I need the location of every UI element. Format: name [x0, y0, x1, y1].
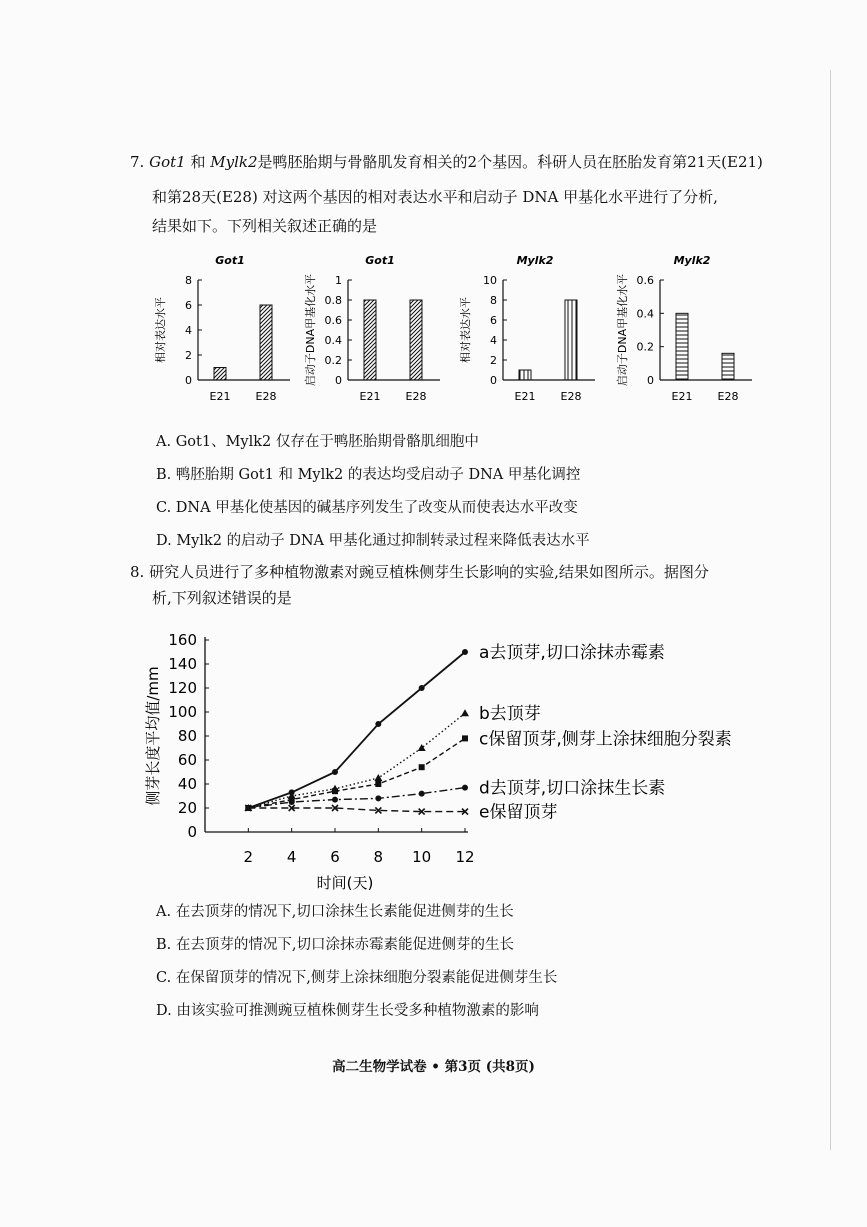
data-point: [419, 791, 425, 797]
legend-label-e: e保留顶芽: [479, 802, 558, 823]
y-tick-label: 0.4: [324, 334, 342, 347]
data-point: [375, 795, 381, 801]
question-7-option-c[interactable]: [156, 496, 578, 517]
x-tick-label: 8: [373, 848, 384, 866]
page-footer: 高二生物学试卷 • 第3页 (共8页): [332, 1059, 535, 1075]
y-tick-label: 0.2: [324, 354, 342, 367]
question-8-option-d[interactable]: [156, 999, 539, 1020]
bar-e21: [364, 300, 376, 380]
y-tick-label: 6: [490, 314, 497, 327]
x-tick-label: E21: [671, 390, 693, 403]
option-label: C.: [156, 500, 172, 516]
stem-text: 是鸭胚胎期与骨骼肌发育相关的2个基因。科研人员在胚胎发育第21天(E21): [257, 153, 763, 171]
option-label: D.: [156, 533, 172, 549]
y-tick-label: 0.6: [636, 274, 654, 287]
y-tick-label: 0.4: [636, 307, 654, 321]
y-tick-label: 2: [185, 349, 192, 362]
data-point: [332, 788, 338, 794]
chart-title: Mylk2: [516, 254, 554, 267]
y-tick-label: 0.2: [636, 340, 654, 354]
y-tick-label: 140: [168, 655, 197, 673]
series-line-d: [248, 788, 465, 808]
option-text: 在保留顶芽的情况下,侧芽上涂抹细胞分裂素能促进侧芽生长: [175, 970, 558, 986]
bar-e28: [565, 300, 577, 380]
page-edge-line: [830, 70, 831, 1150]
line-chart-lateral-bud: [140, 625, 780, 894]
option-text: DNA 甲基化使基因的碱基序列发生了改变从而使表达水平改变: [175, 500, 578, 516]
y-tick-label: 160: [168, 631, 197, 649]
y-tick-label: 4: [490, 334, 497, 347]
y-tick-label: 1: [335, 274, 342, 287]
option-label: C.: [156, 970, 172, 986]
y-axis-label: 侧芽长度平均值/mm: [144, 666, 162, 806]
question-7-option-a[interactable]: [156, 430, 479, 451]
y-tick-label: 0: [185, 374, 192, 387]
bar-e28: [722, 353, 734, 380]
y-tick-label: 40: [177, 775, 197, 793]
data-point: [375, 781, 381, 787]
y-tick-label: 80: [177, 727, 197, 745]
option-label: A.: [156, 434, 172, 450]
data-point: [332, 797, 338, 803]
option-text: Mylk2 的启动子 DNA 甲基化通过抑制转录过程来降低表达水平: [176, 533, 590, 549]
bar-e21: [676, 313, 688, 380]
x-axis-label: 时间(天): [316, 874, 374, 892]
y-tick-label: 8: [490, 294, 497, 307]
question-7-stem: [130, 148, 763, 176]
legend-label-c: c保留顶芽,侧芽上涂抹细胞分裂素: [479, 729, 732, 750]
series-line-a: [248, 652, 465, 808]
x-tick-label: 2: [243, 848, 254, 866]
option-text: 在去顶芽的情况下,切口涂抹生长素能促进侧芽的生长: [175, 904, 514, 920]
y-tick-label: 100: [168, 703, 197, 721]
x-tick-label: 6: [330, 848, 340, 866]
y-tick-label: 10: [483, 274, 497, 287]
legend-label-b: b去顶芽: [479, 704, 541, 725]
bar-chart-got1-expression: [150, 250, 300, 414]
data-point: [332, 769, 338, 775]
question-8-stem: [130, 558, 709, 586]
option-label: A.: [156, 904, 172, 920]
x-tick-label: 4: [286, 848, 297, 866]
x-tick-label: E21: [359, 390, 381, 403]
bar-e28: [410, 300, 422, 380]
x-tick-label: E28: [405, 390, 427, 403]
option-text: 在去顶芽的情况下,切口涂抹赤霉素能促进侧芽的生长: [175, 937, 514, 953]
chart-title: Got1: [365, 254, 395, 267]
y-tick-label: 0: [187, 823, 197, 841]
gene-name: Got1: [149, 153, 186, 171]
option-text: Got1、Mylk2 仅存在于鸭胚胎期骨骼肌细胞中: [175, 434, 479, 450]
option-text: 鸭胚胎期 Got1 和 Mylk2 的表达均受启动子 DNA 甲基化调控: [175, 467, 581, 483]
data-point: [374, 774, 382, 781]
stem-text: 和: [190, 153, 206, 171]
y-axis-label: 启动子DNA甲基化水平: [616, 273, 629, 387]
y-tick-label: 0: [490, 374, 497, 387]
series-line-b: [248, 713, 465, 808]
option-text: 由该实验可推测豌豆植株侧芽生长受多种植物激素的影响: [176, 1003, 539, 1019]
data-point: [462, 735, 468, 741]
data-point: [419, 764, 425, 770]
bar-chart-mylk2-expression: [455, 250, 605, 414]
data-point: [461, 709, 469, 716]
data-point: [375, 721, 381, 727]
y-tick-label: 120: [168, 679, 197, 697]
gene-name: Mylk2: [210, 153, 258, 171]
y-tick-label: 0.6: [324, 314, 342, 327]
question-8-stem-line2: 析,下列叙述错误的是: [152, 589, 292, 607]
x-tick-label: E28: [560, 390, 582, 403]
data-point: [289, 799, 295, 805]
question-8-option-a[interactable]: [156, 900, 514, 921]
option-label: D.: [156, 1003, 172, 1019]
y-tick-label: 0: [335, 374, 342, 387]
question-7-stem-line3: 结果如下。下列相关叙述正确的是: [152, 217, 378, 235]
x-tick-label: E28: [255, 390, 277, 403]
y-axis-label: 相对表达水平: [154, 297, 167, 363]
y-tick-label: 8: [185, 274, 192, 287]
data-point: [462, 785, 468, 791]
question-7-option-d[interactable]: [156, 529, 590, 550]
y-tick-label: 0: [647, 374, 654, 387]
question-8-option-b[interactable]: [156, 933, 514, 954]
question-number: 7.: [130, 153, 145, 171]
bar-chart-mylk2-methylation: [612, 250, 762, 414]
bar-e21: [214, 368, 226, 381]
data-point: [462, 649, 468, 655]
y-axis-label: 启动子DNA甲基化水平: [304, 273, 317, 387]
option-label: B.: [156, 467, 172, 483]
data-point: [418, 744, 426, 751]
y-tick-label: 2: [490, 354, 497, 367]
bar-chart-got1-methylation: [300, 250, 450, 414]
x-tick-label: E28: [717, 390, 739, 403]
x-tick-label: E21: [514, 390, 536, 403]
data-point: [419, 685, 425, 691]
y-tick-label: 20: [177, 799, 197, 817]
legend-label-d: d去顶芽,切口涂抹生长素: [479, 778, 666, 799]
y-tick-label: 4: [185, 324, 192, 337]
x-tick-label: E21: [209, 390, 231, 403]
y-axis-label: 相对表达水平: [459, 297, 472, 363]
chart-title: Got1: [215, 254, 245, 267]
bar-e28: [260, 305, 272, 380]
option-label: B.: [156, 937, 172, 953]
question-8-option-c[interactable]: [156, 966, 557, 987]
y-tick-label: 60: [177, 751, 197, 769]
question-number: 8.: [130, 563, 145, 581]
series-line-e: [248, 808, 465, 812]
x-tick-label: 10: [412, 848, 432, 866]
question-7-stem-line2: 和第28天(E28) 对这两个基因的相对表达水平和启动子 DNA 甲基化水平进行了分析,: [152, 188, 718, 206]
bar-e21: [519, 370, 531, 380]
chart-title: Mylk2: [673, 254, 711, 267]
stem-text: 研究人员进行了多种植物激素对豌豆植株侧芽生长影响的实验,结果如图所示。据图分: [149, 563, 709, 581]
legend-label-a: a去顶芽,切口涂抹赤霉素: [479, 643, 665, 663]
y-tick-label: 6: [185, 299, 192, 312]
x-tick-label: 12: [455, 848, 475, 866]
y-tick-label: 0.8: [324, 294, 342, 307]
question-7-option-b[interactable]: [156, 463, 580, 484]
